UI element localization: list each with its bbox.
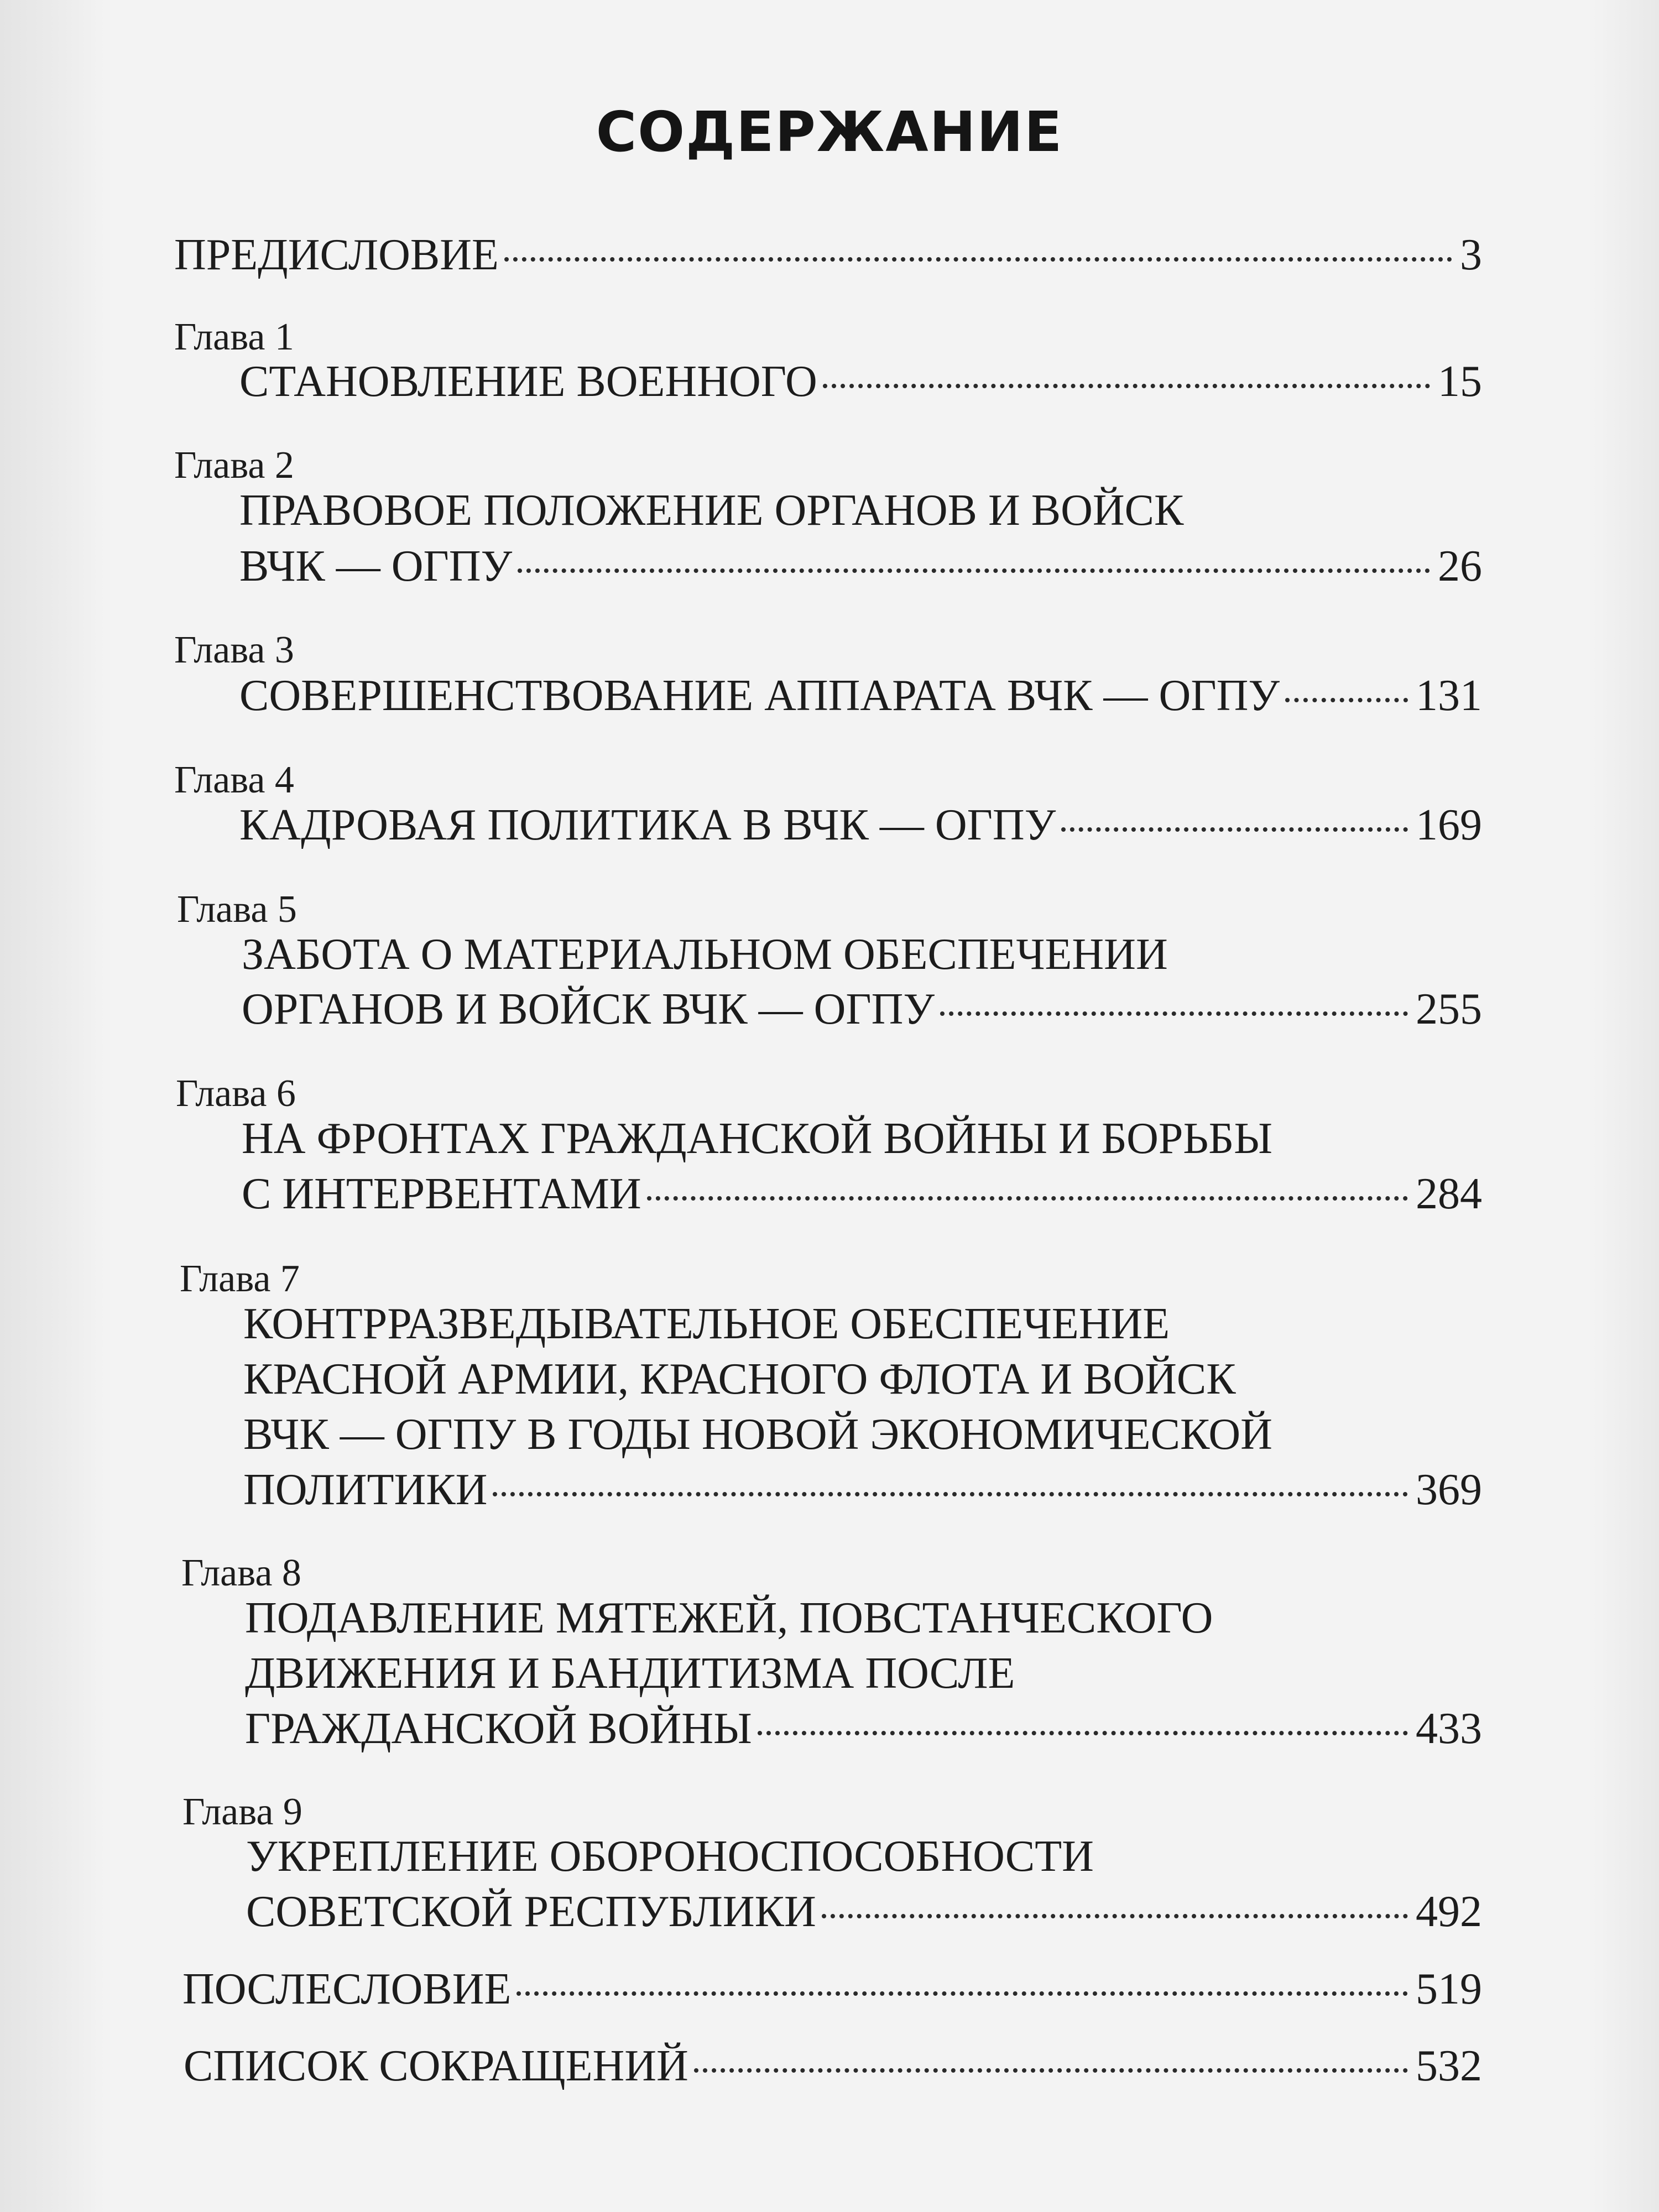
dot-leader: [493, 1492, 1408, 1496]
page-edge-shadow: [1593, 0, 1659, 2212]
toc-entry-chapter-7[interactable]: [243, 1463, 1482, 1517]
dot-leader: [647, 1196, 1408, 1201]
chapter-label: Глава 4: [174, 759, 294, 801]
chapter-label: Глава 3: [174, 629, 294, 671]
dot-leader: [694, 2068, 1408, 2073]
toc-entry-title: СОВЕРШЕНСТВОВАНИЕ АППАРАТА ВЧК — ОГПУ: [239, 671, 1280, 720]
page-title: СОДЕРЖАНИЕ: [596, 100, 1063, 164]
toc-entry-page: 15: [1438, 357, 1482, 406]
dot-leader: [823, 384, 1430, 388]
toc-entry-title: СТАНОВЛЕНИЕ ВОЕННОГО: [239, 357, 817, 406]
dot-leader: [758, 1731, 1408, 1735]
toc-entry-title: ГРАЖДАНСКОЙ ВОЙНЫ: [245, 1704, 752, 1753]
toc-entry-title-line: ПОДАВЛЕНИЕ МЯТЕЖЕЙ, ПОВСТАНЧЕСКОГО: [245, 1594, 1213, 1642]
chapter-label: Глава 1: [174, 316, 294, 358]
toc-entry-title: ПРЕДИСЛОВИЕ: [174, 231, 499, 279]
toc-entry-title-line: КОНТРРАЗВЕДЫВАТЕЛЬНОЕ ОБЕСПЕЧЕНИЕ: [243, 1300, 1170, 1348]
toc-entry-chapter-6[interactable]: [242, 1167, 1482, 1221]
toc-entry-page: 26: [1438, 542, 1482, 591]
toc-entry-title: ПОЛИТИКИ: [243, 1465, 488, 1514]
chapter-label: Глава 2: [174, 444, 294, 487]
dot-leader: [517, 1991, 1408, 1996]
dot-leader: [822, 1914, 1408, 1918]
toc-entry-title: ОРГАНОВ И ВОЙСК ВЧК — ОГПУ: [242, 985, 935, 1034]
toc-entry-chapter-2[interactable]: [239, 539, 1482, 593]
toc-entry-page: 433: [1416, 1704, 1482, 1753]
toc-entry-title-line: УКРЕПЛЕНИЕ ОБОРОНОСПОСОБНОСТИ: [246, 1832, 1094, 1881]
dot-leader: [1285, 698, 1408, 702]
dot-leader: [940, 1011, 1408, 1016]
toc-entry-page: 131: [1416, 671, 1482, 720]
toc-entry-title: ВЧК — ОГПУ: [239, 542, 513, 591]
toc-entry-preface[interactable]: [174, 228, 1482, 282]
page-gutter-shadow: [0, 0, 105, 2212]
chapter-label: Глава 9: [182, 1791, 302, 1833]
toc-entry-page: 369: [1416, 1465, 1482, 1514]
chapter-label: Глава 6: [176, 1072, 296, 1115]
toc-entry-chapter-3[interactable]: [239, 669, 1482, 723]
toc-entry-title-line: ДВИЖЕНИЯ И БАНДИТИЗМА ПОСЛЕ: [245, 1649, 1015, 1698]
toc-entry-title: С ИНТЕРВЕНТАМИ: [242, 1170, 641, 1218]
toc-entry-title: КАДРОВАЯ ПОЛИТИКА В ВЧК — ОГПУ: [239, 801, 1056, 849]
toc-entry-chapter-5[interactable]: [242, 982, 1482, 1036]
chapter-label: Глава 5: [177, 888, 297, 931]
chapter-label: Глава 7: [180, 1258, 300, 1300]
toc-entry-page: 519: [1416, 1965, 1482, 2013]
toc-entry-chapter-1[interactable]: [239, 354, 1482, 409]
toc-entry-title-line: КРАСНОЙ АРМИИ, КРАСНОГО ФЛОТА И ВОЙСК: [243, 1355, 1236, 1404]
toc-entry-chapter-9[interactable]: [246, 1885, 1482, 1939]
toc-entry-chapter-8[interactable]: [245, 1702, 1482, 1756]
toc-entry-page: 492: [1416, 1887, 1482, 1936]
toc-entry-chapter-4[interactable]: [239, 798, 1482, 852]
toc-entry-title-line: ПРАВОВОЕ ПОЛОЖЕНИЕ ОРГАНОВ И ВОЙСК: [239, 486, 1184, 535]
toc-entry-title: СПИСОК СОКРАЩЕНИЙ: [184, 2042, 688, 2090]
toc-entry-title: СОВЕТСКОЙ РЕСПУБЛИКИ: [246, 1887, 816, 1936]
toc-entry-title-line: НА ФРОНТАХ ГРАЖДАНСКОЙ ВОЙНЫ И БОРЬБЫ: [242, 1114, 1273, 1163]
dot-leader: [518, 568, 1430, 573]
toc-entry-page: 3: [1460, 231, 1482, 279]
chapter-label: Глава 8: [181, 1552, 301, 1594]
toc-entry-page: 284: [1416, 1170, 1482, 1218]
toc-entry-abbreviations[interactable]: [184, 2039, 1482, 2093]
toc-entry-title-line: ВЧК — ОГПУ В ГОДЫ НОВОЙ ЭКОНОМИЧЕСКОЙ: [243, 1410, 1272, 1459]
toc-entry-afterword[interactable]: [182, 1962, 1482, 2016]
toc-entry-title-line: ЗАБОТА О МАТЕРИАЛЬНОМ ОБЕСПЕЧЕНИИ: [242, 930, 1168, 979]
toc-entry-page: 532: [1416, 2042, 1482, 2090]
dot-leader: [504, 257, 1452, 262]
toc-entry-title: ПОСЛЕСЛОВИЕ: [182, 1965, 512, 2013]
dot-leader: [1061, 827, 1408, 832]
toc-entry-page: 255: [1416, 985, 1482, 1034]
toc-entry-page: 169: [1416, 801, 1482, 849]
